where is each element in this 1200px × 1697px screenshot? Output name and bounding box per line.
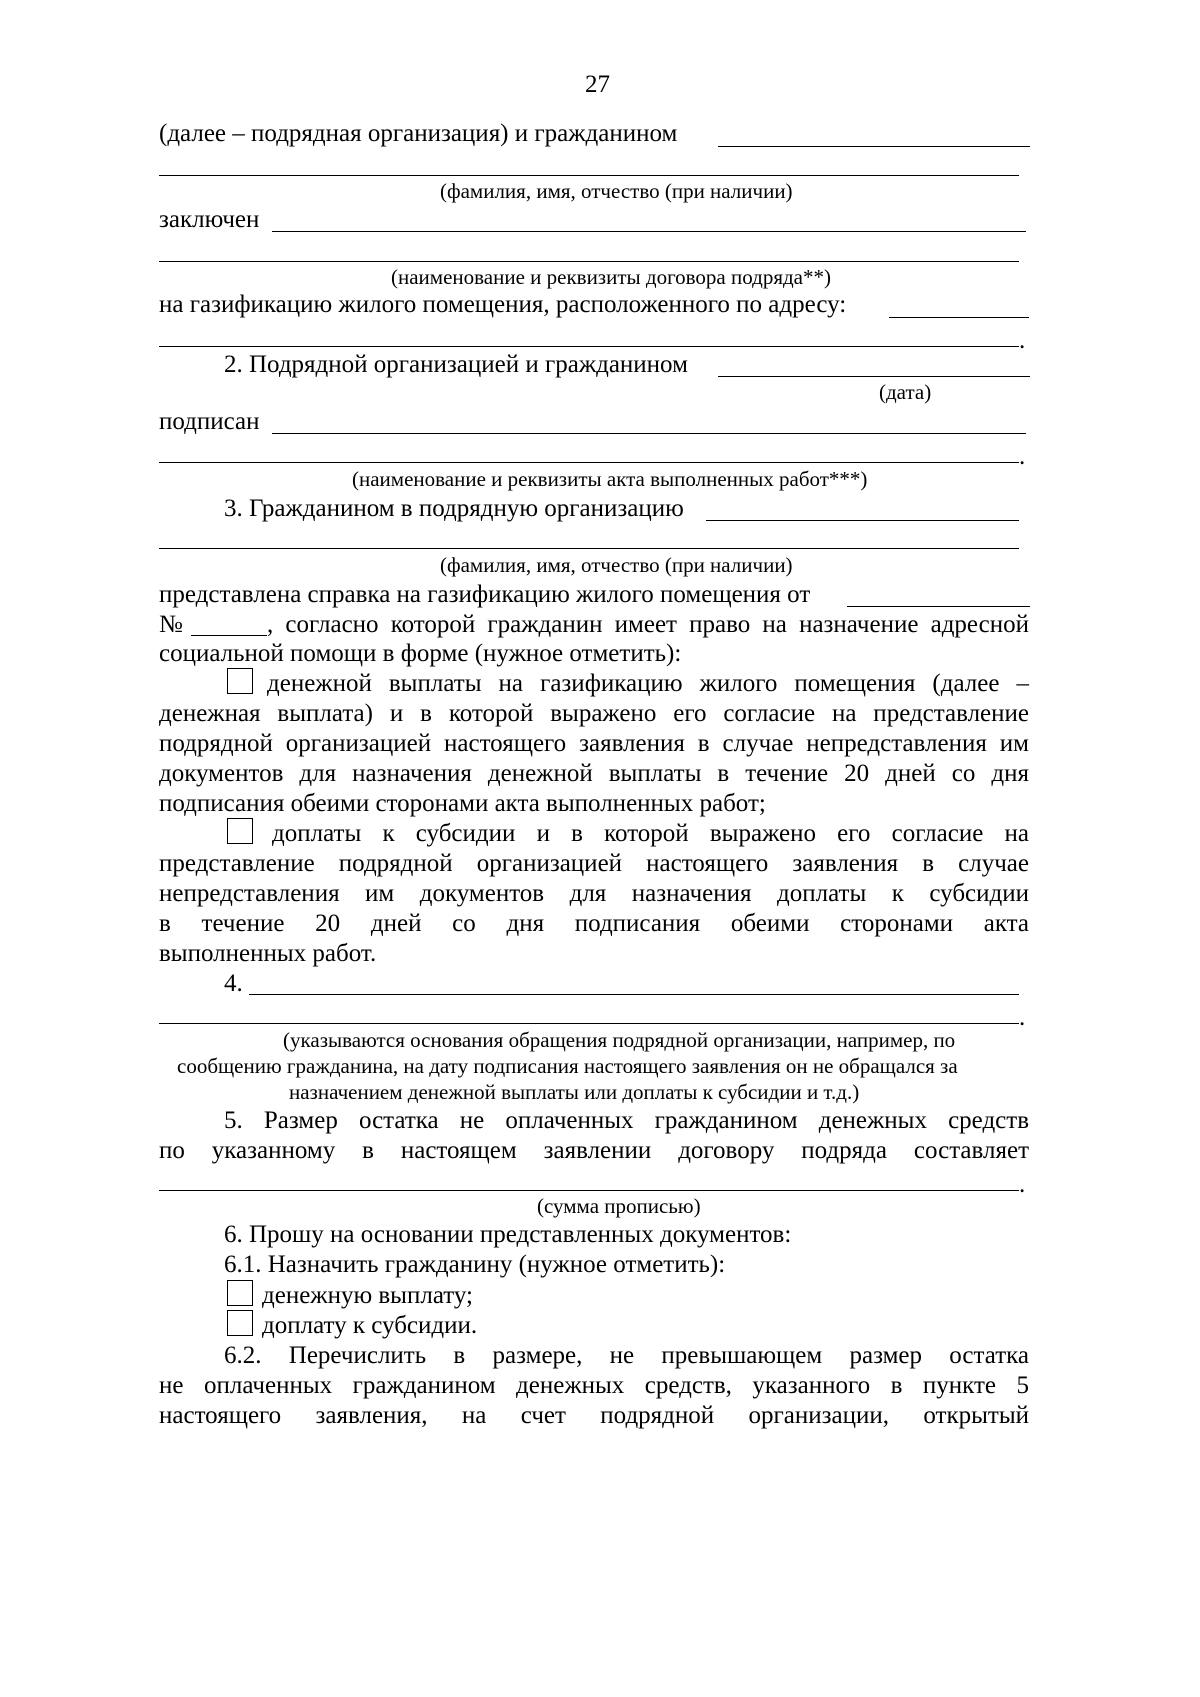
option2-line: в течение 20 дней со дня подписания обеими сторонами акта	[159, 910, 1029, 937]
option1-line: денежная выплата) и в которой выражено его согласие на представление	[159, 700, 1029, 727]
checkbox-money-payment[interactable]	[227, 668, 253, 694]
option1-line: документов для назначения денежной выплаты в течение 20 дней со дня	[159, 760, 1029, 787]
fill-line-fio-3b[interactable]	[159, 548, 1019, 549]
fill-line-date[interactable]	[718, 376, 1030, 377]
p6-sub2-line: не оплаченных гражданином денежных средств, указанного в пункте 5	[159, 1372, 1029, 1399]
date-caption: (дата)	[879, 380, 932, 404]
p3-line2: , согласно которой гражданин имеет право на назначение адресной	[267, 611, 1029, 638]
fill-line-cert-number[interactable]	[191, 635, 267, 636]
fill-line-act-2[interactable]	[159, 462, 1019, 463]
p6-sub2-line: настоящего заявления, на счет подрядной организации, открытый	[159, 1402, 1029, 1429]
p3-lead: 3. Гражданином в подрядную организацию	[224, 495, 684, 522]
fill-line-grounds-2[interactable]	[159, 1023, 1019, 1024]
fill-line-contract[interactable]	[272, 231, 1026, 232]
option2-line: представление подрядной организацией настоящего заявления в случае	[159, 850, 1029, 877]
fill-line-contract-2[interactable]	[159, 261, 1019, 262]
grounds-caption: (указываются основания обращения подрядной организации, например, по	[283, 1028, 956, 1052]
address-label: на газификацию жилого помещения, расположенного по адресу:	[159, 291, 847, 318]
fill-line-grounds[interactable]	[249, 994, 1019, 995]
concluded-label: заключен	[159, 206, 260, 233]
option2-line: доплаты к субсидии и в которой выражено его согласие на	[272, 820, 1029, 847]
p2-lead: 2. Подрядной организацией и гражданином	[224, 351, 688, 378]
fill-line-address-2[interactable]	[159, 346, 1019, 347]
fill-line-fio-3[interactable]	[706, 520, 1019, 521]
fill-line-act[interactable]	[272, 433, 1026, 434]
period-mark: .	[1019, 1171, 1026, 1198]
fill-line-sum[interactable]	[159, 1190, 1019, 1191]
p5-line: 5. Размер остатка не оплаченных гражданином денежных средств	[224, 1107, 1029, 1134]
option2-line: выполненных работ.	[159, 940, 377, 967]
p6-opt1: денежную выплату;	[262, 1282, 473, 1309]
period-mark: .	[1019, 443, 1026, 470]
option1-line: денежной выплаты на газификацию жилого помещения (далее –	[267, 670, 1029, 697]
fio-caption-2: (фамилия, имя, отчество (при наличии)	[440, 553, 793, 577]
period-mark: .	[1019, 327, 1026, 354]
fio-caption-1: (фамилия, имя, отчество (при наличии)	[440, 179, 793, 203]
fill-line-cert-date[interactable]	[847, 606, 1030, 607]
option1-line: подписания обеими сторонами акта выполненных работ;	[159, 790, 766, 817]
number-sign: №	[159, 611, 183, 638]
p4-lead: 4.	[224, 970, 243, 997]
page-number: 27	[585, 71, 610, 98]
checkbox-subsidy-supplement[interactable]	[227, 818, 253, 844]
fill-line-citizen[interactable]	[718, 146, 1030, 147]
contract-caption: (наименование и реквизиты договора подряда**)	[391, 265, 831, 289]
p6-opt2: доплату к субсидии.	[262, 1312, 478, 1339]
sum-caption: (сумма прописью)	[537, 1194, 701, 1218]
p6-sub2-line: 6.2. Перечислить в размере, не превышающем размер остатка	[224, 1342, 1029, 1369]
period-mark: .	[1019, 1004, 1026, 1031]
signed-label: подписан	[159, 408, 260, 435]
checkbox-assign-payment[interactable]	[227, 1280, 253, 1306]
fill-line-citizen-2[interactable]	[159, 175, 1019, 176]
option2-line: непредставления им документов для назначения доплаты к субсидии	[159, 880, 1029, 907]
p3-line1: представлена справка на газификацию жилого помещения от	[159, 581, 811, 608]
p6-lead: 6. Прошу на основании представленных документов:	[224, 1221, 792, 1248]
checkbox-assign-supplement[interactable]	[227, 1310, 253, 1336]
p3-line3: социальной помощи в форме (нужное отметить):	[159, 640, 682, 667]
act-caption: (наименование и реквизиты акта выполненных работ***)	[352, 467, 868, 491]
grounds-caption: сообщению гражданина, на дату подписания настоящего заявления он не обращался за	[177, 1054, 958, 1078]
p1-lead: (далее – подрядная организация) и гражданином	[159, 120, 678, 147]
p6-sub1: 6.1. Назначить гражданину (нужное отметить):	[224, 1251, 726, 1278]
grounds-caption: назначением денежной выплаты или доплаты к субсидии и т.д.)	[289, 1080, 860, 1104]
p5-line: по указанному в настоящем заявлении договору подряда составляет	[159, 1137, 1029, 1164]
fill-line-address[interactable]	[889, 317, 1029, 318]
option1-line: подрядной организацией настоящего заявления в случае непредставления им	[159, 730, 1029, 757]
